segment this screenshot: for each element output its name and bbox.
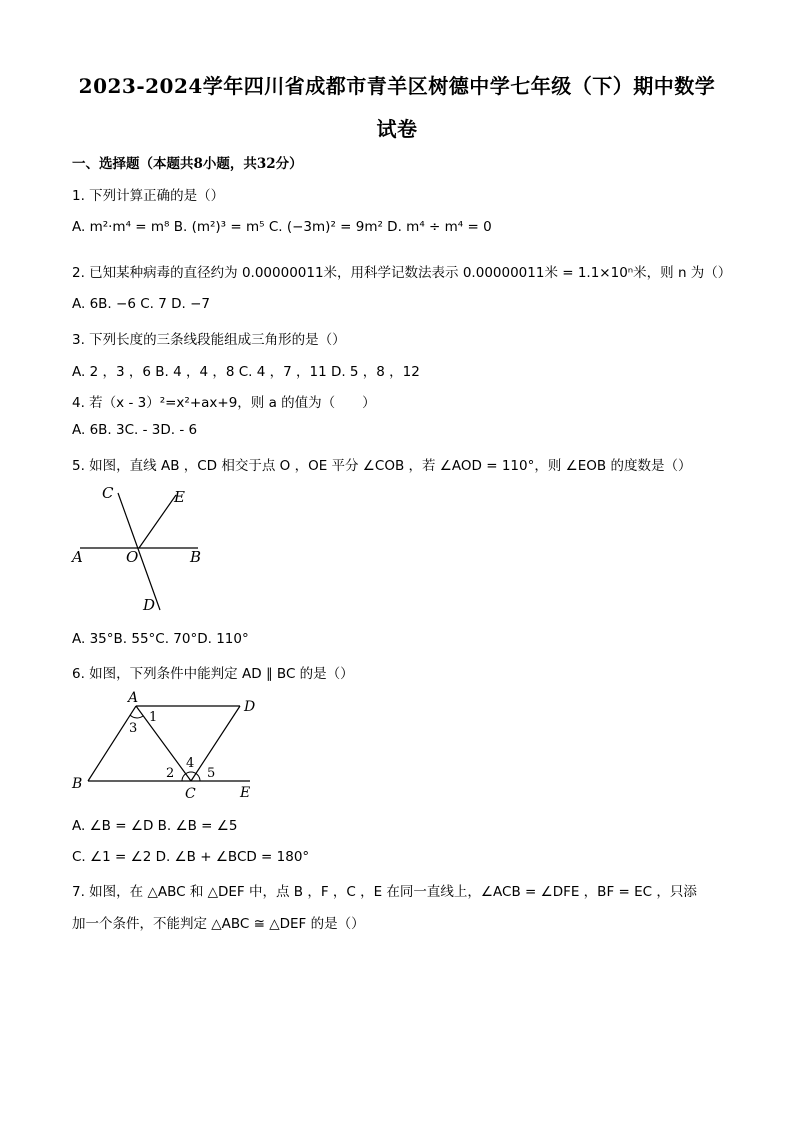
q7-stem-line2: 加一个条件，不能判定 △ABC ≅ △DEF 的是（） xyxy=(72,916,365,932)
label-3: 3 xyxy=(129,721,138,736)
label-d: D xyxy=(244,699,256,715)
q5-options: A. 35°B. 55°C. 70°D. 110° xyxy=(72,631,249,647)
q6-options-ab: A. ∠B = ∠D B. ∠B = ∠5 xyxy=(72,818,238,834)
q4-stem: 4. 若（x - 3）²=x²+ax+9，则 a 的值为（ ） xyxy=(72,395,376,411)
segment-ab xyxy=(88,706,136,781)
document-title-line2: 试卷 xyxy=(376,117,418,141)
q4-options: A. 6B. 3C. - 3D. - 6 xyxy=(72,422,198,438)
ray-oe xyxy=(139,495,176,548)
label-5: 5 xyxy=(207,766,216,781)
segment-cd xyxy=(191,706,240,781)
label-c: C xyxy=(185,786,196,802)
section-heading: 一、选择题（本题共8小题，共32分） xyxy=(72,156,303,172)
label-e: E xyxy=(240,785,251,801)
q6-figure xyxy=(68,690,268,804)
q3-stem: 3. 下列长度的三条线段能组成三角形的是（） xyxy=(72,332,346,348)
q1-options: A. m²·m⁴ = m⁸ B. (m²)³ = m⁵ C. (−3m)² = 9m² D. m⁴ ÷ m⁴ = 0 xyxy=(72,219,492,235)
angle-arc-a xyxy=(130,715,143,718)
q6-options-cd: C. ∠1 = ∠2 D. ∠B + ∠BCD = 180° xyxy=(72,849,310,865)
q3-options: A. 2 ，3 ，6 B. 4 ，4 ，8 C. 4 ，7 ，11 D. 5 ，8 ，12 xyxy=(72,364,420,380)
segment-ac xyxy=(136,706,191,781)
label-c: C xyxy=(102,484,114,502)
label-b: B xyxy=(190,548,202,566)
q2-stem: 2. 已知某种病毒的直径约为 0.00000011米，用科学记数法表示 0.00000011米 = 1.1×10ⁿ米，则 n 为（） xyxy=(72,265,732,281)
document-title-line1: 2023-2024学年四川省成都市青羊区树德中学七年级（下）期中数学 xyxy=(78,74,716,98)
q7-stem-line1: 7. 如图，在 △ABC 和 △DEF 中，点 B ，F ，C ，E 在同一直线上，∠ACB = ∠DFE ，BF = EC ，只添 xyxy=(72,884,697,900)
label-d: D xyxy=(143,596,156,614)
label-a: A xyxy=(72,548,83,566)
label-a: A xyxy=(128,690,139,706)
q2-options: A. 6B. −6 C. 7 D. −7 xyxy=(72,296,210,312)
line-cd xyxy=(118,493,160,610)
q5-figure xyxy=(68,482,218,617)
label-e: E xyxy=(174,488,185,506)
q6-stem: 6. 如图，下列条件中能判定 AD ∥ BC 的是（） xyxy=(72,666,354,682)
label-o: O xyxy=(126,548,139,566)
q5-stem: 5. 如图，直线 AB ，CD 相交于点 O ，OE 平分 ∠COB ，若 ∠AOD = 110°，则 ∠EOB 的度数是（） xyxy=(72,458,692,474)
label-2: 2 xyxy=(166,766,175,781)
q1-stem: 1. 下列计算正确的是（） xyxy=(72,188,225,204)
label-1: 1 xyxy=(149,710,158,725)
label-b: B xyxy=(72,776,83,792)
label-4: 4 xyxy=(186,756,195,771)
